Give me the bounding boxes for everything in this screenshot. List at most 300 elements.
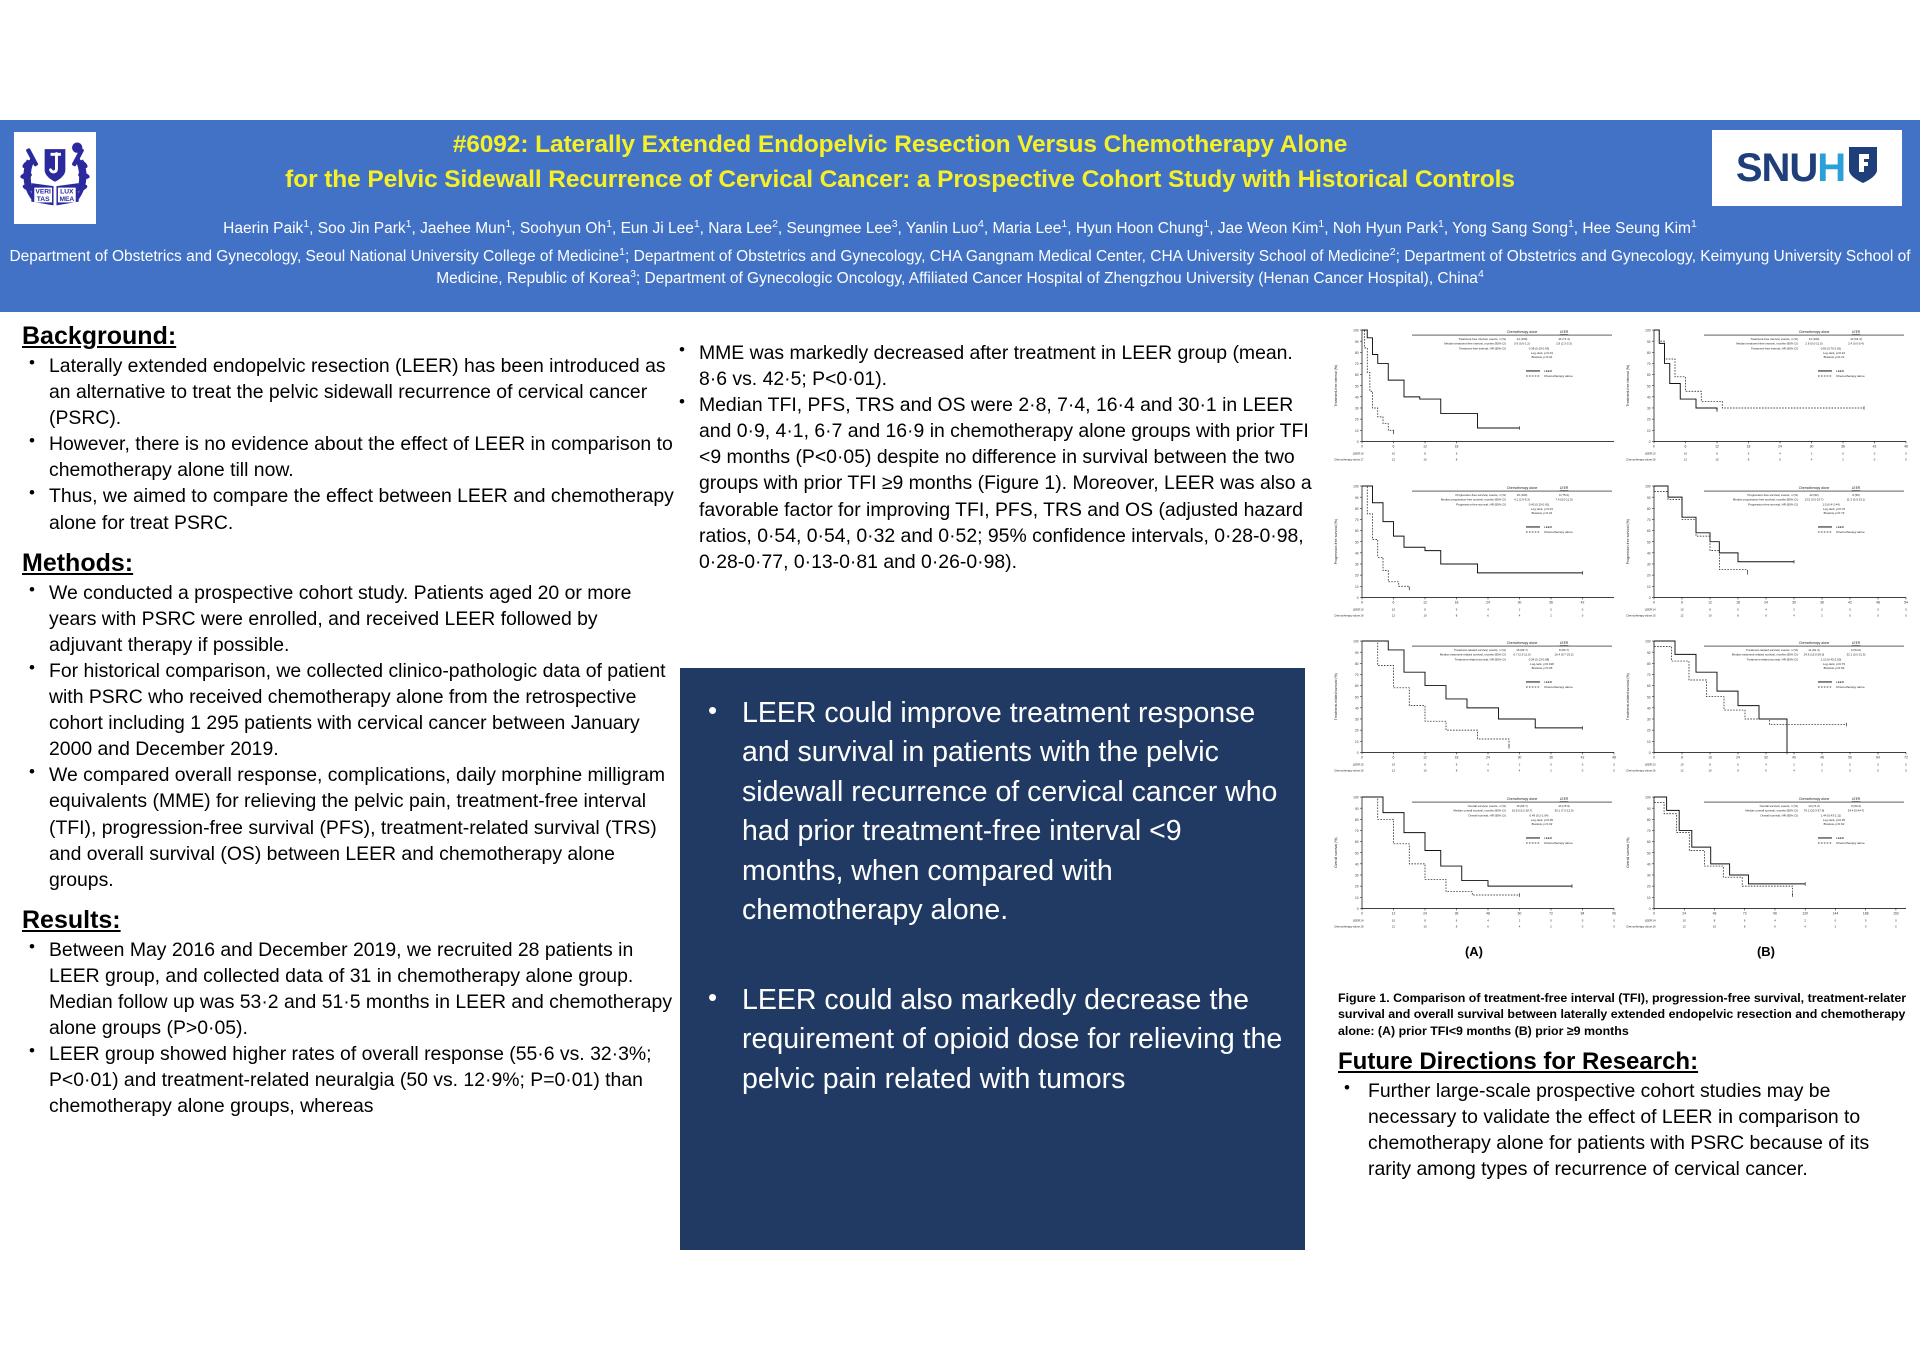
- svg-text:90: 90: [1354, 806, 1359, 811]
- svg-text:LEER: LEER: [1352, 451, 1360, 456]
- svg-text:13: 13: [1652, 762, 1656, 767]
- svg-text:Chemotherapy alone: Chemotherapy alone: [1544, 529, 1573, 534]
- svg-text:14: 14: [1360, 917, 1364, 922]
- svg-text:Treatment-related survival, ev: Treatment-related survival, events, n (%): [1453, 648, 1506, 653]
- svg-text:20: 20: [1354, 417, 1359, 422]
- svg-text:8: 8: [1709, 762, 1711, 767]
- svg-text:96: 96: [1773, 910, 1777, 915]
- svg-text:0: 0: [1842, 451, 1844, 456]
- svg-text:96: 96: [1612, 910, 1616, 915]
- svg-text:12: 12: [1682, 923, 1686, 928]
- svg-text:24: 24: [1682, 910, 1687, 915]
- svg-text:48: 48: [1486, 910, 1490, 915]
- svg-text:15 (93.7): 15 (93.7): [1516, 803, 1528, 808]
- km-curve-svg: [1328, 633, 1620, 789]
- svg-text:Progression-free survival, HR: Progression-free survival, HR (95% CI): [1456, 501, 1506, 506]
- snu-crest-icon: [18, 136, 92, 220]
- svg-text:6: 6: [1455, 606, 1458, 611]
- snu-motto-mea: MEA: [59, 195, 75, 203]
- svg-text:24: 24: [1486, 599, 1490, 604]
- km-plot-a3: [1328, 633, 1620, 789]
- svg-text:Treatment-free interval, HR (9: Treatment-free interval, HR (95% CI): [1750, 346, 1798, 351]
- future-directions-bullet-list: [1338, 1078, 1916, 1182]
- svg-text:8: 8: [1424, 606, 1426, 611]
- svg-text:Overall survival, events, n (%: Overall survival, events, n (%): [1759, 803, 1798, 808]
- svg-text:14: 14: [1652, 917, 1656, 922]
- svg-text:Log-rank, p=0.79: Log-rank, p=0.79: [1823, 661, 1845, 666]
- km-plot-b3: [1620, 633, 1912, 789]
- svg-text:16: 16: [1360, 451, 1364, 456]
- svg-text:4: 4: [1518, 612, 1521, 617]
- list-item: • Thus, we aimed to compare the effect between LEER and chemotherapy alone for treat PSRC.: [22, 483, 674, 535]
- background-bullet-list: [22, 353, 674, 536]
- author-list: Haerin Paik$^1$, Soo Jin Park$^1$, Jaehee Mun$^1$, Soohyun Oh$^1$, Eun Ji Lee$^1$, Nara Lee$^2$, Seungmee Lee$^3$, Yanlin Luo$^4$, Maria Lee$^1$, Hyun Hoon Chung$^1$, Jae Weon Kim$^1$, Noh Hyun Park$^1$, Yong Sang Song$^1$, Hee Seung Kim$^1$: [223, 217, 1697, 237]
- svg-text:LEER: LEER: [1851, 796, 1861, 801]
- svg-text:Treatment-related survival, HR: Treatment-related survival, HR (95% CI): [1454, 657, 1506, 662]
- svg-text:10: 10: [1682, 917, 1686, 922]
- svg-text:15: 15: [1360, 762, 1364, 767]
- svg-text:Treatment-related survival (%): Treatment-related survival (%): [1626, 673, 1630, 721]
- svg-text:0.40 (0.15-0.91): 0.40 (0.15-0.91): [1528, 501, 1550, 506]
- svg-text:16.4 (9.7-23.2): 16.4 (9.7-23.2): [1554, 652, 1574, 657]
- svg-text:11 (91.4): 11 (91.4): [1808, 648, 1820, 653]
- svg-text:LEER: LEER: [1644, 762, 1652, 767]
- svg-text:40: 40: [1646, 861, 1651, 866]
- svg-text:0.49 (0.2-1.04): 0.49 (0.2-1.04): [1529, 812, 1549, 817]
- svg-text:0: 0: [1653, 599, 1655, 604]
- svg-text:144: 144: [1832, 910, 1839, 915]
- svg-text:2: 2: [1550, 768, 1552, 773]
- svg-text:13.5 (3.0-23.7): 13.5 (3.0-23.7): [1804, 497, 1824, 502]
- svg-text:12: 12: [1683, 457, 1688, 462]
- svg-text:30: 30: [1354, 406, 1359, 411]
- svg-text:0: 0: [1581, 612, 1584, 617]
- svg-text:12: 12: [1715, 444, 1719, 449]
- svg-text:10: 10: [1391, 917, 1396, 922]
- svg-text:40: 40: [1354, 861, 1359, 866]
- svg-text:9 (50.2): 9 (50.2): [1851, 803, 1861, 808]
- future-directions-heading: Future Directions for Research:: [1338, 1048, 1699, 1075]
- svg-text:10: 10: [1680, 762, 1684, 767]
- snuh-logo-h: H: [1817, 146, 1846, 190]
- svg-text:Chemotherapy alone: Chemotherapy alone: [1836, 529, 1865, 534]
- svg-text:Median treatment-related survi: Median treatment-related survival, months (95% CI): [1731, 652, 1798, 657]
- svg-text:Chemotherapy alone: Chemotherapy alone: [1334, 457, 1360, 462]
- svg-text:0: 0: [1895, 917, 1897, 922]
- svg-text:Overall survival, HR (95% CI): Overall survival, HR (95% CI): [1760, 812, 1798, 817]
- svg-text:0: 0: [1613, 917, 1615, 922]
- svg-text:2: 2: [1793, 606, 1795, 611]
- svg-text:50: 50: [1354, 384, 1359, 389]
- svg-text:50: 50: [1646, 539, 1651, 544]
- list-item: • Median TFI, PFS, TRS and OS were 2·8, 7·4, 16·4 and 30·1 in LEER and 0·9, 4·1, 6·7 and 16·9 in chemotherapy alone groups with prior TFI <9 months (P<0·05) despite no difference in survival between the two groups with prior TFI ≥9 months (Figure 1). Moreover, LEER was also a favorable factor for improving TFI, PFS, TRS and OS (adjusted hazard ratios, 0·54, 0·54, 0·32 and 0·52; 95% confidence intervals, 0·28-0·98, 0·28-0·77, 0·13-0·81 and 0·26-0·98).: [672, 392, 1312, 575]
- svg-text:168: 168: [1862, 910, 1869, 915]
- results-bullet-list: [22, 937, 674, 1120]
- svg-text:Chemotherapy alone: Chemotherapy alone: [1836, 840, 1865, 845]
- svg-text:4: 4: [1487, 762, 1489, 767]
- svg-text:0: 0: [1905, 762, 1907, 767]
- svg-text:6: 6: [1779, 457, 1781, 462]
- svg-text:70: 70: [1354, 362, 1359, 367]
- svg-text:60: 60: [1354, 373, 1359, 378]
- list-item: • LEER could also markedly decrease the requirement of opioid dose for relieving the pelvic pain related with tumors: [698, 981, 1287, 1099]
- poster-title-block: [110, 128, 1690, 198]
- svg-text:2: 2: [1834, 923, 1837, 928]
- svg-text:Chemotherapy alone: Chemotherapy alone: [1334, 768, 1360, 773]
- svg-text:16: 16: [1708, 755, 1712, 760]
- svg-text:6: 6: [1455, 917, 1458, 922]
- svg-text:48: 48: [1904, 444, 1908, 449]
- svg-text:30: 30: [1646, 406, 1651, 411]
- svg-text:42: 42: [1848, 599, 1852, 604]
- svg-text:12: 12: [1423, 444, 1427, 449]
- svg-text:10: 10: [1708, 612, 1712, 617]
- km-curve-svg: [1620, 478, 1912, 634]
- svg-text:42: 42: [1580, 599, 1585, 604]
- svg-text:10: 10: [1646, 895, 1651, 900]
- svg-text:4: 4: [1774, 917, 1776, 922]
- svg-text:16: 16: [1360, 768, 1364, 773]
- svg-text:2: 2: [1550, 612, 1552, 617]
- svg-text:LEER: LEER: [1836, 369, 1845, 374]
- methods-bullet-list: [22, 580, 674, 893]
- svg-text:40: 40: [1354, 706, 1359, 711]
- svg-text:100: 100: [1353, 484, 1359, 489]
- svg-text:Median progression-free surviv: Median progression-free survival, months (95% CI): [1732, 497, 1798, 502]
- svg-text:4: 4: [1810, 457, 1813, 462]
- svg-text:90: 90: [1354, 339, 1359, 344]
- svg-text:36: 36: [1454, 910, 1459, 915]
- svg-text:8: 8: [1713, 917, 1716, 922]
- svg-text:Progression-free survival, eve: Progression-free survival, events, n (%): [1747, 492, 1798, 497]
- svg-text:12: 12: [1423, 599, 1427, 604]
- svg-text:13 (71.2): 13 (71.2): [1808, 803, 1820, 808]
- svg-text:80: 80: [1354, 661, 1359, 666]
- svg-text:LEER: LEER: [1352, 762, 1360, 767]
- svg-text:Breslow, p=0.92: Breslow, p=0.92: [1823, 665, 1845, 670]
- svg-text:30: 30: [1354, 717, 1359, 722]
- svg-text:0: 0: [1905, 457, 1907, 462]
- svg-text:12: 12: [1680, 768, 1684, 773]
- panel-label-a: (A): [1464, 944, 1484, 959]
- svg-text:9 (75.0): 9 (75.0): [1559, 492, 1569, 497]
- svg-text:2.4 (0.0-5.4): 2.4 (0.0-5.4): [1848, 341, 1864, 346]
- svg-text:8: 8: [1681, 755, 1683, 760]
- svg-text:Median overall survival, month: Median overall survival, months (95% CI): [1745, 808, 1798, 813]
- svg-text:8: 8: [1743, 923, 1746, 928]
- svg-text:LEER: LEER: [1559, 641, 1569, 646]
- svg-text:72: 72: [1904, 755, 1908, 760]
- svg-text:80: 80: [1354, 350, 1359, 355]
- svg-text:16: 16: [1360, 923, 1364, 928]
- svg-text:20: 20: [1354, 884, 1359, 889]
- svg-text:40: 40: [1792, 755, 1796, 760]
- svg-text:Breslow, p<0.02: Breslow, p<0.02: [1531, 821, 1553, 826]
- svg-text:34.4 (9.44-7): 34.4 (9.44-7): [1847, 808, 1865, 813]
- svg-text:30.1 (7.5-12.0): 30.1 (7.5-12.0): [1554, 808, 1574, 813]
- list-item: • However, there is no evidence about the effect of LEER in comparison to chemotherapy alone till now.: [22, 431, 674, 483]
- svg-text:0.38 (0.15-0.93): 0.38 (0.15-0.93): [1528, 346, 1550, 351]
- svg-text:10: 10: [1391, 606, 1396, 611]
- svg-text:48: 48: [1712, 910, 1717, 915]
- panel-label-b: (B): [1756, 944, 1776, 959]
- svg-text:6: 6: [1392, 599, 1395, 604]
- svg-text:60: 60: [1646, 528, 1651, 533]
- svg-text:20: 20: [1354, 573, 1359, 578]
- list-item: • Further large-scale prospective cohort studies may be necessary to validate the effect of LEER in comparison to chemotherapy alone for patients with PSRC because of its rarity among types of recurrence of cervical cancer.: [1338, 1078, 1916, 1182]
- snu-motto-veri: VERI: [35, 188, 51, 196]
- svg-text:0: 0: [1873, 451, 1876, 456]
- svg-text:0: 0: [1849, 612, 1851, 617]
- km-plot-b2: [1620, 478, 1912, 634]
- svg-text:Breslow, p<0.05: Breslow, p<0.05: [1531, 665, 1553, 670]
- svg-text:0: 0: [1361, 444, 1363, 449]
- km-series-chemo: [1362, 330, 1394, 432]
- svg-text:0: 0: [1550, 917, 1552, 922]
- svg-text:2: 2: [1842, 457, 1844, 462]
- svg-text:1.0 (0.4-2.44): 1.0 (0.4-2.44): [1822, 501, 1840, 506]
- svg-text:10: 10: [1423, 457, 1427, 462]
- poster-title-line-2: for the Pelvic Sidewall Recurrence of Cervical Cancer: a Prospective Cohort Study with Historical Controls: [285, 165, 1515, 193]
- svg-text:LEER: LEER: [1559, 330, 1569, 335]
- svg-text:18: 18: [1454, 755, 1459, 760]
- list-item: • We conducted a prospective cohort study. Patients aged 20 or more years with PSRC were enrolled, and received LEER followed by adjuvant therapy if possible.: [22, 580, 674, 658]
- conclusion-box: [680, 668, 1305, 1250]
- svg-text:32: 32: [1764, 755, 1768, 760]
- svg-text:36: 36: [1549, 755, 1553, 760]
- left-column: [22, 322, 674, 1119]
- svg-text:6: 6: [1743, 917, 1746, 922]
- list-item: • For historical comparison, we collected clinico-pathologic data of patient with PSRC who received chemotherapy alone from the retrospective cohort including 1 295 patients with cervical cancer between January 2000 and December 2019.: [22, 658, 674, 762]
- svg-text:0: 0: [1864, 917, 1867, 922]
- svg-text:2: 2: [1518, 917, 1521, 922]
- svg-text:0: 0: [1361, 599, 1363, 604]
- list-item: • We compared overall response, complications, daily morphine milligram equivalents (MME) for relieving the pelvic pain, treatment-free interval (TFI), progression-free survival (PFS), treatment-related survival (TRS) and overall survival (OS) between LEER and chemotherapy alone groups.: [22, 762, 674, 892]
- svg-text:Chemotherapy alone: Chemotherapy alone: [1798, 485, 1830, 490]
- svg-text:60: 60: [1646, 839, 1651, 844]
- svg-text:30: 30: [1354, 873, 1359, 878]
- svg-text:Progression-free survival (%): Progression-free survival (%): [1334, 518, 1338, 564]
- svg-text:10: 10: [1354, 428, 1359, 433]
- svg-text:Overall survival (%): Overall survival (%): [1626, 837, 1630, 868]
- svg-text:32.1 (0.0-21.5): 32.1 (0.0-21.5): [1846, 652, 1866, 657]
- svg-text:10: 10: [1354, 584, 1359, 589]
- svg-text:50: 50: [1646, 695, 1651, 700]
- figure-caption: Figure 1. Comparison of treatment-free interval (TFI), progression-free survival, treatment-relater survival and overall survival between laterally extended endopelvic resection and chemotherapy alone: (A) prior TFI<9 months (B) prior ≥9 months: [1338, 991, 1907, 1038]
- svg-text:Chemotherapy alone: Chemotherapy alone: [1334, 923, 1360, 928]
- svg-text:Chemotherapy alone: Chemotherapy alone: [1544, 685, 1573, 690]
- methods-heading: Methods:: [22, 548, 134, 577]
- svg-text:1.10 (0.45-2.50): 1.10 (0.45-2.50): [1820, 657, 1842, 662]
- spacer: [22, 536, 674, 549]
- svg-text:14 (100): 14 (100): [1516, 337, 1528, 342]
- svg-text:24: 24: [1423, 910, 1427, 915]
- svg-text:4: 4: [1793, 612, 1795, 617]
- svg-text:6: 6: [1737, 762, 1739, 767]
- svg-text:80: 80: [1354, 817, 1359, 822]
- svg-text:0: 0: [1581, 917, 1584, 922]
- svg-text:10: 10: [1423, 768, 1427, 773]
- svg-text:10 (76.9): 10 (76.9): [1558, 803, 1570, 808]
- svg-text:Chemotherapy alone: Chemotherapy alone: [1798, 641, 1830, 646]
- svg-text:LEER: LEER: [1352, 606, 1360, 611]
- svg-text:0: 0: [1613, 923, 1615, 928]
- svg-text:10: 10: [1646, 428, 1651, 433]
- svg-text:80: 80: [1646, 661, 1651, 666]
- svg-text:90: 90: [1646, 495, 1651, 500]
- svg-text:40: 40: [1646, 550, 1651, 555]
- svg-text:60: 60: [1354, 684, 1359, 689]
- svg-text:70: 70: [1354, 517, 1359, 522]
- svg-text:56: 56: [1848, 755, 1852, 760]
- svg-text:60: 60: [1646, 684, 1651, 689]
- snuh-shield-icon: [1848, 146, 1878, 184]
- svg-text:8 (66.7): 8 (66.7): [1559, 648, 1569, 653]
- svg-text:0: 0: [1356, 595, 1359, 600]
- svg-text:70: 70: [1354, 828, 1359, 833]
- svg-text:8: 8: [1424, 762, 1426, 767]
- svg-text:12: 12: [1391, 923, 1396, 928]
- svg-text:4: 4: [1518, 768, 1521, 773]
- svg-text:30: 30: [1809, 444, 1814, 449]
- svg-text:10: 10: [1391, 451, 1396, 456]
- svg-text:36: 36: [1841, 444, 1845, 449]
- svg-text:Chemotherapy alone: Chemotherapy alone: [1506, 641, 1538, 646]
- svg-text:Progression-free survival, eve: Progression-free survival, events, n (%): [1455, 492, 1506, 497]
- svg-text:Overall survival, events, n (%: Overall survival, events, n (%): [1467, 803, 1506, 808]
- figure-1-panel-grid: [1328, 322, 1912, 972]
- svg-text:13: 13: [1652, 451, 1656, 456]
- svg-text:0: 0: [1895, 923, 1897, 928]
- km-series-leer: [1654, 330, 1717, 410]
- conclusion-bullet-list: [698, 694, 1287, 1099]
- svg-text:0: 0: [1849, 768, 1851, 773]
- svg-text:9 (54.0): 9 (54.0): [1851, 648, 1861, 653]
- results-continued-bullet-list: [672, 340, 1312, 575]
- km-plot-a1: [1328, 322, 1620, 478]
- svg-text:12: 12: [1391, 910, 1396, 915]
- svg-text:LEER: LEER: [1836, 680, 1845, 685]
- svg-text:6: 6: [1765, 612, 1767, 617]
- svg-text:Chemotherapy alone: Chemotherapy alone: [1626, 612, 1652, 617]
- svg-text:4: 4: [1765, 606, 1767, 611]
- svg-text:10: 10: [1646, 739, 1651, 744]
- svg-text:0: 0: [1653, 755, 1655, 760]
- svg-text:2.8 (2.3-3.3): 2.8 (2.3-3.3): [1556, 341, 1572, 346]
- svg-text:48: 48: [1876, 599, 1880, 604]
- list-item: • LEER could improve treatment response and survival in patients with the pelvic sidewall recurrence of cervical cancer who had prior treatment-free interval <9 months, when compared with chemotherapy alone.: [698, 694, 1287, 931]
- svg-text:Median overall survival, month: Median overall survival, months (95% CI): [1453, 808, 1506, 813]
- list-item: • MME was markedly decreased after treatment in LEER group (mean. 8·6 vs. 42·5; P<0·01).: [672, 340, 1312, 392]
- svg-text:Median treatment-free interval: Median treatment-free interval, months (95% CI): [1444, 341, 1506, 346]
- svg-text:6: 6: [1487, 923, 1489, 928]
- svg-text:50: 50: [1646, 384, 1651, 389]
- svg-text:0: 0: [1613, 762, 1615, 767]
- svg-text:12: 12: [1391, 457, 1396, 462]
- svg-text:Progression-free survival, HR: Progression-free survival, HR (95% CI): [1748, 501, 1798, 506]
- svg-text:Overall survival, HR (95% CI): Overall survival, HR (95% CI): [1468, 812, 1506, 817]
- svg-text:0: 0: [1648, 906, 1651, 911]
- svg-text:40: 40: [1354, 550, 1359, 555]
- svg-text:100: 100: [1645, 328, 1651, 333]
- svg-text:10: 10: [1646, 584, 1651, 589]
- svg-text:Chemotherapy alone: Chemotherapy alone: [1506, 330, 1538, 335]
- svg-text:54: 54: [1904, 599, 1908, 604]
- svg-text:80: 80: [1646, 817, 1651, 822]
- svg-text:0.34 (0.13-0.88): 0.34 (0.13-0.88): [1528, 657, 1550, 662]
- svg-text:8: 8: [1716, 451, 1718, 456]
- svg-text:80: 80: [1354, 506, 1359, 511]
- svg-text:Treatment-free interval (%): Treatment-free interval (%): [1334, 364, 1338, 407]
- svg-text:0: 0: [1905, 768, 1907, 773]
- svg-text:2: 2: [1810, 451, 1813, 456]
- svg-text:16: 16: [1360, 612, 1364, 617]
- snuh-logo-text: [1736, 148, 1845, 188]
- svg-text:30: 30: [1646, 717, 1651, 722]
- svg-text:0: 0: [1361, 910, 1363, 915]
- svg-text:42: 42: [1580, 755, 1585, 760]
- svg-text:LEER: LEER: [1836, 835, 1845, 840]
- svg-text:0: 0: [1877, 606, 1879, 611]
- svg-text:Breslow, p<0.01: Breslow, p<0.01: [1531, 510, 1553, 515]
- svg-text:Chemotherapy alone: Chemotherapy alone: [1506, 485, 1538, 490]
- svg-text:0: 0: [1356, 906, 1359, 911]
- svg-text:0: 0: [1905, 606, 1907, 611]
- km-curve-svg: [1328, 322, 1620, 478]
- svg-text:20: 20: [1354, 728, 1359, 733]
- svg-text:42: 42: [1872, 444, 1877, 449]
- list-item: • LEER group showed higher rates of overall response (55·6 vs. 32·3%; P<0·01) and treatment-related neuralgia (50 vs. 12·9%; P=0·01) than chemotherapy alone groups, whereas: [22, 1041, 674, 1119]
- svg-text:40: 40: [1646, 395, 1651, 400]
- svg-text:10: 10: [1712, 923, 1717, 928]
- snu-motto-tas: TAS: [36, 195, 50, 203]
- svg-text:6: 6: [1455, 451, 1458, 456]
- svg-text:LEER: LEER: [1851, 330, 1861, 335]
- svg-text:14: 14: [1652, 606, 1656, 611]
- svg-text:9 (50): 9 (50): [1852, 492, 1860, 497]
- svg-text:16 (93.7): 16 (93.7): [1516, 648, 1528, 653]
- svg-text:LEER: LEER: [1544, 835, 1553, 840]
- svg-text:0: 0: [1821, 606, 1823, 611]
- svg-text:0: 0: [1877, 612, 1879, 617]
- svg-text:Log-rank, p<0.01: Log-rank, p<0.01: [1531, 506, 1553, 511]
- svg-text:LEER: LEER: [1644, 451, 1652, 456]
- svg-text:4: 4: [1793, 768, 1795, 773]
- svg-text:Chemotherapy alone: Chemotherapy alone: [1798, 796, 1830, 801]
- svg-text:10 (71.4): 10 (71.4): [1558, 337, 1570, 342]
- svg-text:30: 30: [1517, 755, 1522, 760]
- svg-text:2: 2: [1793, 762, 1795, 767]
- svg-text:2: 2: [1821, 612, 1823, 617]
- svg-text:Progression-free survival (%): Progression-free survival (%): [1626, 518, 1630, 564]
- spacer: [22, 893, 674, 906]
- svg-text:24: 24: [1778, 444, 1782, 449]
- svg-text:70: 70: [1646, 828, 1651, 833]
- svg-text:Treatment-free interval, event: Treatment-free interval, events, n (%): [1750, 337, 1798, 342]
- svg-text:10: 10: [1391, 762, 1396, 767]
- svg-text:Log-rank, p=0.35: Log-rank, p=0.35: [1823, 817, 1845, 822]
- km-plot-b4: [1620, 789, 1912, 945]
- svg-text:Breslow, p=0.21: Breslow, p=0.21: [1823, 354, 1845, 359]
- svg-text:30: 30: [1517, 599, 1522, 604]
- svg-text:4: 4: [1487, 917, 1489, 922]
- list-item: • Between May 2016 and December 2019, we recruited 28 patients in LEER group, and collected data of 31 in chemotherapy alone group. Median follow up was 53·2 and 51·5 months in LEER and chemotherapy alone groups (P>0·05).: [22, 937, 674, 1041]
- future-directions-section: [1338, 1048, 1916, 1182]
- svg-text:LEER: LEER: [1644, 917, 1652, 922]
- svg-text:8: 8: [1747, 457, 1750, 462]
- svg-text:LEER: LEER: [1836, 524, 1845, 529]
- svg-text:6: 6: [1765, 768, 1767, 773]
